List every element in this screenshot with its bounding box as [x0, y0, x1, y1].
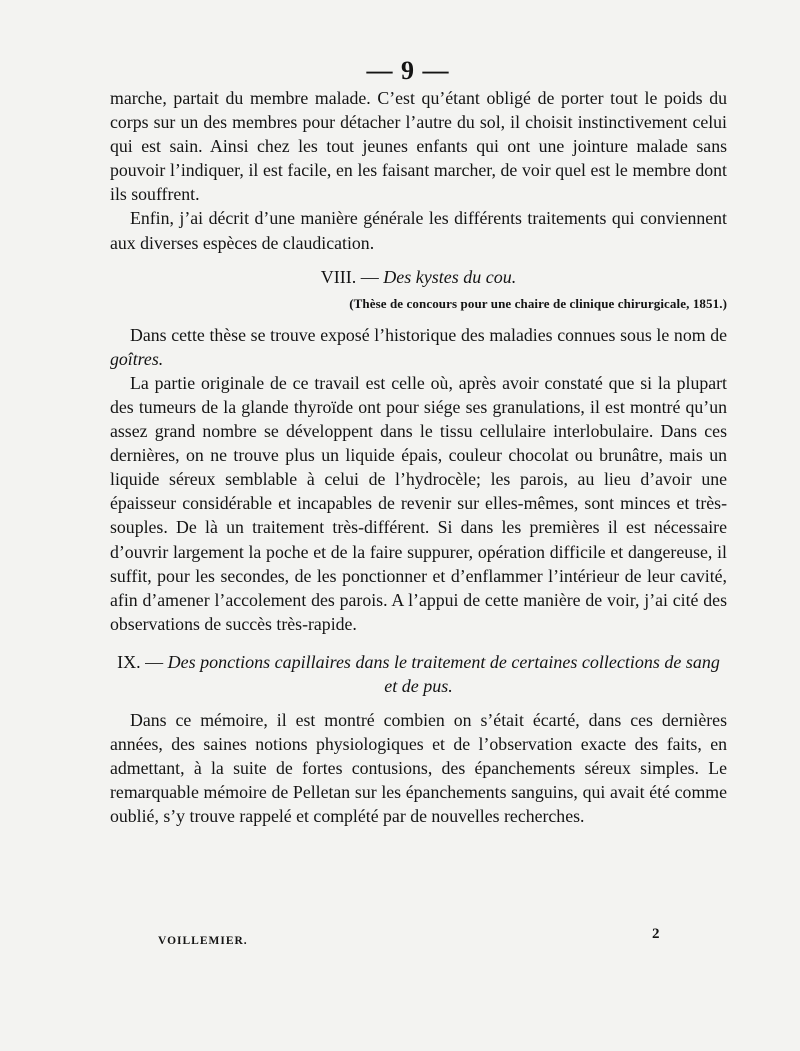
section-title: Des kystes du cou. — [383, 266, 517, 287]
paragraph-text: Dans cette thèse se trouve exposé l’historique des maladies connues sous le nom de — [130, 324, 727, 345]
italic-term: goîtres. — [110, 348, 164, 369]
section-title: Des ponctions capillaires dans le traitement de certaines collections de sang et de pus. — [167, 651, 720, 696]
page-number: — 9 — — [366, 56, 450, 85]
paragraph: Dans ce mémoire, il est montré combien on s’était écarté, dans ces dernières années, des saines notions physiologiques et de l’observation exacte des faits, en admettant, à la suite de fortes contusions, des épanchements séreux simples. Le remarquable mémoire de Pelletan sur les épanchements sanguins, qui avait été comme oublié, s’y trouve rappelé et complété par de nouvelles recherches. — [110, 709, 727, 827]
section-heading-viii — [110, 265, 727, 289]
section-heading-ix — [110, 650, 727, 698]
paragraph — [110, 323, 727, 371]
paragraph: marche, partait du membre malade. C’est qu’étant obligé de porter tout le poids du corps sur un des membres pour détacher l’autre du sol, il choisit instinctivement celui qui est sain. Ainsi chez les tout jeunes enfants qui ont une jointure malade sans pouvoir l’indiquer, il est facile, en les faisant marcher, de voir quel est le membre dont ils souffrent. — [110, 88, 727, 205]
section-number: VIII. — — [320, 266, 379, 287]
paragraph: La partie originale de ce travail est celle où, après avoir constaté que si la plupart des tumeurs de la glande thyroïde ont pour siége ses granulations, il est montré qu’un assez grand nombre se développent dans le tissu cellulaire interlobulaire. Dans ces dernières, on ne trouve plus un liquide épais, couleur chocolat ou brunâtre, mais un liquide séreux semblable à celui de l’hydrocèle; les parois, au lieu d’avoir une épaisseur considérable et incapables de revenir sur elles-mêmes, sont minces et très-souples. De là un traitement très-différent. Si dans les premières il est nécessaire d’ouvrir largement la poche et de la faire suppurer, opération difficile et dangereuse, il suffit, pour les secondes, de les ponctionner et d’enflammer l’intérieur de leur cavité, afin d’amener l’accolement des parois. A l’appui de cette manière de voir, j’ai cité des observations de succès très-rapide. — [110, 372, 727, 634]
section-number: IX. — — [117, 651, 164, 672]
footer-author: VOILLEMIER. — [158, 935, 248, 947]
section-note: (Thèse de concours pour une chaire de clinique chirurgicale, 1851.) — [349, 295, 727, 311]
footer-signature-mark: 2 — [652, 926, 660, 942]
page-body — [110, 86, 727, 828]
paragraph: Enfin, j’ai décrit d’une manière générale les différents traitements qui conviennent aux diverses espèces de claudication. — [110, 208, 727, 253]
